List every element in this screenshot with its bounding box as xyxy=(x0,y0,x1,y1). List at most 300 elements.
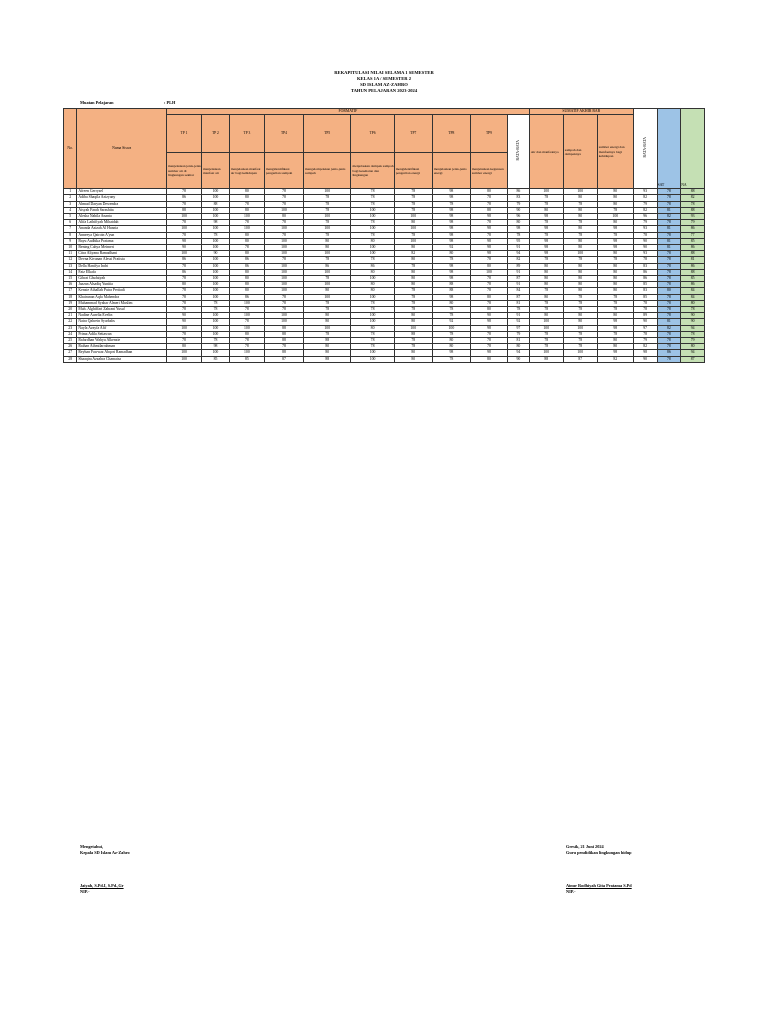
score-cell: 79 xyxy=(633,338,657,344)
score-cell: 81 xyxy=(681,257,705,263)
row-no: 1 xyxy=(64,189,77,195)
score-cell: 90 xyxy=(470,313,507,319)
row-no: 5 xyxy=(64,214,77,220)
score-cell: 90 xyxy=(508,207,530,213)
row-no: 15 xyxy=(64,276,77,282)
score-cell: 78 xyxy=(304,195,351,201)
score-cell: 100 xyxy=(351,313,394,319)
score-cell: 82 xyxy=(633,207,657,213)
score-cell: 79 xyxy=(633,201,657,207)
score-cell: 78 xyxy=(304,300,351,306)
score-cell: 80 xyxy=(432,344,470,350)
score-cell: 86 xyxy=(167,257,202,263)
score-cell: 78 xyxy=(563,338,597,344)
score-cell: 92 xyxy=(432,319,470,325)
score-cell: 78 xyxy=(657,232,681,238)
score-cell: 80 xyxy=(563,226,597,232)
score-cell: 78 xyxy=(681,331,705,337)
score-cell: 78 xyxy=(529,195,563,201)
score-cell: 100 xyxy=(202,263,230,269)
sab-header-3: sumber energi dan manfaatnya bagi kehidupan xyxy=(597,115,633,189)
score-cell: 100 xyxy=(264,269,303,275)
score-cell: 87 xyxy=(681,356,705,362)
score-cell: 100 xyxy=(304,325,351,331)
formatif-header: FORMATIF xyxy=(167,109,530,115)
score-cell: 78 xyxy=(681,201,705,207)
score-cell: 88 xyxy=(264,325,303,331)
score-cell: 78 xyxy=(229,338,264,344)
score-cell: 78 xyxy=(657,307,681,313)
score-cell: 80 xyxy=(351,288,394,294)
score-cell: 98 xyxy=(432,207,470,213)
score-cell: 78 xyxy=(229,319,264,325)
score-cell: 94 xyxy=(508,350,530,356)
student-name: Adiba Shaqila Azizyany xyxy=(77,195,167,201)
score-cell: 100 xyxy=(202,238,230,244)
score-cell: 78 xyxy=(167,220,202,226)
score-cell: 100 xyxy=(304,269,351,275)
score-cell: 78 xyxy=(657,201,681,207)
score-cell: 80 xyxy=(597,263,633,269)
score-cell: 80 xyxy=(394,269,432,275)
score-cell: 78 xyxy=(470,300,507,306)
score-cell: 100 xyxy=(264,207,303,213)
row-no: 4 xyxy=(64,207,77,213)
score-cell: 78 xyxy=(167,338,202,344)
report-title: REKAPITULASI NILAI SELAMA 1 SEMESTER xyxy=(334,70,434,75)
tp-header-2: TP 2 xyxy=(202,115,230,153)
score-cell: 100 xyxy=(264,282,303,288)
score-cell: 78 xyxy=(167,232,202,238)
teacher-nip: NIP.- xyxy=(566,889,576,894)
score-cell: 80 xyxy=(597,251,633,257)
score-cell: 78 xyxy=(633,307,657,313)
score-cell: 88 xyxy=(304,338,351,344)
score-cell: 80 xyxy=(229,282,264,288)
score-cell: 80 xyxy=(470,263,507,269)
score-cell: 87 xyxy=(264,356,303,362)
score-cell: 82 xyxy=(508,257,530,263)
score-cell: 90 xyxy=(681,319,705,325)
score-cell: 80 xyxy=(394,319,432,325)
score-cell: 78 xyxy=(529,307,563,313)
student-name: Gibrat Ghufaiyah xyxy=(77,276,167,282)
score-cell: 100 xyxy=(351,245,394,251)
score-cell: 78 xyxy=(432,307,470,313)
score-cell: 78 xyxy=(394,288,432,294)
score-cell: 80 xyxy=(563,195,597,201)
score-cell: 98 xyxy=(597,238,633,244)
score-cell: 95 xyxy=(508,238,530,244)
score-cell: 78 xyxy=(529,232,563,238)
score-cell: 78 xyxy=(394,189,432,195)
score-cell: 80 xyxy=(351,269,394,275)
score-cell: 100 xyxy=(351,214,394,220)
score-cell: 78 xyxy=(633,232,657,238)
score-cell: 78 xyxy=(304,232,351,238)
score-cell: 78 xyxy=(529,288,563,294)
row-no: 26 xyxy=(64,344,77,350)
score-cell: 79 xyxy=(681,338,705,344)
score-cell: 86 xyxy=(633,269,657,275)
student-name: Aisyah Farah Sarashita xyxy=(77,207,167,213)
score-cell: 80 xyxy=(470,307,507,313)
score-cell: 100 xyxy=(264,288,303,294)
score-cell: 80 xyxy=(394,245,432,251)
score-cell: 80 xyxy=(597,201,633,207)
score-cell: 98 xyxy=(597,319,633,325)
score-cell: 86 xyxy=(351,263,394,269)
score-cell: 80 xyxy=(470,294,507,300)
score-cell: 80 xyxy=(563,319,597,325)
footer-right-line1: Gresik, 21 Juni 2024 xyxy=(566,844,604,849)
score-cell: 100 xyxy=(304,226,351,232)
score-cell: 78 xyxy=(264,232,303,238)
score-cell: 98 xyxy=(529,251,563,257)
student-name: Khairunan Aqfa Mahendra xyxy=(77,294,167,300)
score-cell: 80 xyxy=(351,282,394,288)
score-cell: 82 xyxy=(394,251,432,257)
student-name: Ananda Azizah Al Husnia xyxy=(77,226,167,232)
score-cell: 98 xyxy=(432,294,470,300)
score-cell: 78 xyxy=(229,307,264,313)
score-cell: 89 xyxy=(508,263,530,269)
score-cell: 98 xyxy=(470,350,507,356)
student-name: Afreen Gerryzel xyxy=(77,189,167,195)
score-cell: 78 xyxy=(202,307,230,313)
score-cell: 94 xyxy=(681,325,705,331)
score-cell: 85 xyxy=(202,356,230,362)
score-cell: 78 xyxy=(529,331,563,337)
score-cell: 88 xyxy=(264,331,303,337)
score-cell: 100 xyxy=(351,251,394,257)
score-cell: 78 xyxy=(351,257,394,263)
score-cell: 81 xyxy=(657,226,681,232)
score-cell: 80 xyxy=(229,189,264,195)
score-cell: 100 xyxy=(304,251,351,257)
score-cell: 80 xyxy=(563,282,597,288)
score-cell: 92 xyxy=(508,319,530,325)
score-cell: 82 xyxy=(633,195,657,201)
score-cell: 100 xyxy=(264,313,303,319)
score-cell: 78 xyxy=(657,276,681,282)
score-cell: 78 xyxy=(264,294,303,300)
score-cell: 82 xyxy=(633,344,657,350)
score-cell: 98 xyxy=(470,226,507,232)
score-cell: 100 xyxy=(202,282,230,288)
score-cell: 93 xyxy=(633,189,657,195)
footer-right-line2: Guru pendidikan lingkungan hidup xyxy=(566,850,632,855)
score-cell: 78 xyxy=(432,331,470,337)
tp-desc-2: menjelaskan manfaat air xyxy=(202,153,230,189)
row-no: 9 xyxy=(64,238,77,244)
score-cell: 98 xyxy=(597,350,633,356)
score-cell: 88 xyxy=(681,269,705,275)
score-cell: 98 xyxy=(597,245,633,251)
score-cell: 78 xyxy=(264,195,303,201)
score-cell: 84 xyxy=(681,294,705,300)
score-cell: 100 xyxy=(351,226,394,232)
score-cell: 78 xyxy=(657,195,681,201)
score-cell: 100 xyxy=(351,207,394,213)
score-cell: 100 xyxy=(167,325,202,331)
score-cell: 78 xyxy=(167,263,202,269)
score-cell: 79 xyxy=(681,220,705,226)
score-cell: 100 xyxy=(351,350,394,356)
score-cell: 78 xyxy=(657,344,681,350)
na-header xyxy=(681,109,705,189)
score-cell: 87 xyxy=(508,276,530,282)
score-cell: 88 xyxy=(264,338,303,344)
student-name: Citra Aliyana Ramadhani xyxy=(77,251,167,257)
score-cell: 78 xyxy=(394,307,432,313)
score-cell: 78 xyxy=(529,201,563,207)
score-cell: 93 xyxy=(681,214,705,220)
score-cell: 86 xyxy=(681,245,705,251)
score-cell: 100 xyxy=(202,257,230,263)
tp-desc-3: menjelaskan manfaat air bagi kehidupan xyxy=(229,153,264,189)
score-cell: 92 xyxy=(432,245,470,251)
score-cell: 80 xyxy=(681,344,705,350)
score-cell: 80 xyxy=(681,300,705,306)
score-cell: 78 xyxy=(470,201,507,207)
score-cell: 80 xyxy=(229,238,264,244)
score-cell: 100 xyxy=(167,350,202,356)
score-cell: 98 xyxy=(167,238,202,244)
score-cell: 100 xyxy=(202,288,230,294)
score-cell: 78 xyxy=(304,331,351,337)
row-no: 27 xyxy=(64,350,77,356)
score-cell: 80 xyxy=(351,238,394,244)
score-cell: 78 xyxy=(304,276,351,282)
score-cell: 78 xyxy=(229,201,264,207)
score-cell: 98 xyxy=(470,214,507,220)
score-cell: 78 xyxy=(597,307,633,313)
score-cell: 98 xyxy=(597,325,633,331)
score-cell: 78 xyxy=(657,331,681,337)
score-cell: 80 xyxy=(470,189,507,195)
score-cell: 78 xyxy=(264,344,303,350)
student-name: Naira Qahrein Syarbabs xyxy=(77,319,167,325)
score-cell: 80 xyxy=(529,282,563,288)
score-cell: 80 xyxy=(657,288,681,294)
score-cell: 80 xyxy=(563,313,597,319)
score-cell: 83 xyxy=(508,195,530,201)
score-cell: 78 xyxy=(264,257,303,263)
score-cell: 100 xyxy=(264,245,303,251)
score-cell: 100 xyxy=(202,276,230,282)
score-cell: 77 xyxy=(681,232,705,238)
footer-right xyxy=(566,844,632,856)
score-cell: 100 xyxy=(229,300,264,306)
score-cell: 88 xyxy=(264,350,303,356)
score-cell: 98 xyxy=(529,226,563,232)
row-no: 6 xyxy=(64,220,77,226)
score-cell: 80 xyxy=(229,288,264,294)
score-cell: 78 xyxy=(351,307,394,313)
student-name: Jazzan Alsadiq Yunitia xyxy=(77,282,167,288)
footer-right-signature xyxy=(566,883,632,895)
score-cell: 98 xyxy=(470,325,507,331)
score-cell: 100 xyxy=(351,319,394,325)
headmaster-name: Jaiyah, S.Pd.I, S.Pd.,Gr xyxy=(80,883,124,888)
score-cell: 78 xyxy=(597,300,633,306)
score-cell: 100 xyxy=(304,189,351,195)
rata-rata-1-label: RATA-RATA xyxy=(515,140,520,161)
score-cell: 100 xyxy=(563,251,597,257)
score-cell: 78 xyxy=(508,232,530,238)
score-cell: 98 xyxy=(432,276,470,282)
score-cell: 81 xyxy=(657,238,681,244)
score-cell: 78 xyxy=(563,232,597,238)
score-cell: 80 xyxy=(304,245,351,251)
row-no: 21 xyxy=(64,313,77,319)
score-cell: 79 xyxy=(633,220,657,226)
subject-label: Muatan Pelajaran xyxy=(80,100,114,105)
score-cell: 100 xyxy=(167,356,202,362)
score-cell: 78 xyxy=(351,195,394,201)
score-cell: 78 xyxy=(470,257,507,263)
score-cell: 100 xyxy=(167,251,202,257)
score-cell: 88 xyxy=(681,207,705,213)
score-cell: 90 xyxy=(167,245,202,251)
score-cell: 89 xyxy=(633,313,657,319)
score-cell: 100 xyxy=(529,350,563,356)
score-cell: 80 xyxy=(563,238,597,244)
score-cell: 78 xyxy=(470,195,507,201)
score-cell: 78 xyxy=(597,257,633,263)
score-cell: 78 xyxy=(264,201,303,207)
score-cell: 98 xyxy=(432,220,470,226)
score-cell: 78 xyxy=(167,307,202,313)
score-cell: 98 xyxy=(432,232,470,238)
score-cell: 79 xyxy=(508,331,530,337)
tp-header-6: TP6 xyxy=(351,115,394,153)
score-cell: 79 xyxy=(508,201,530,207)
score-cell: 100 xyxy=(202,214,230,220)
score-cell: 86 xyxy=(229,263,264,269)
score-cell: 78 xyxy=(394,201,432,207)
score-cell: 88 xyxy=(432,288,470,294)
score-cell: 80 xyxy=(529,269,563,275)
score-cell: 78 xyxy=(470,282,507,288)
score-cell: 94 xyxy=(508,251,530,257)
score-cell: 80 xyxy=(304,350,351,356)
score-cell: 80 xyxy=(394,356,432,362)
score-cell: 78 xyxy=(563,257,597,263)
student-name: Della Hanifya Indri xyxy=(77,263,167,269)
score-cell: 100 xyxy=(167,214,202,220)
score-cell: 80 xyxy=(597,269,633,275)
score-cell: 80 xyxy=(597,344,633,350)
student-name: Alifa Lathifiyah Mihatdah xyxy=(77,220,167,226)
tp-header-9: TP9 xyxy=(470,115,507,153)
score-cell: 87 xyxy=(508,294,530,300)
score-cell: 100 xyxy=(229,214,264,220)
score-cell: 78 xyxy=(597,207,633,213)
score-cell: 78 xyxy=(167,189,202,195)
score-cell: 78 xyxy=(394,338,432,344)
score-cell: 81 xyxy=(508,300,530,306)
score-cell: 80 xyxy=(508,344,530,350)
score-cell: 78 xyxy=(563,344,597,350)
score-cell: 78 xyxy=(657,300,681,306)
tp-desc-8: menjelaskan jenis-jenis energi xyxy=(432,153,470,189)
student-name: Kenzie Athallah Putra Pertiadi xyxy=(77,288,167,294)
tp-desc-5: mengelompokkan jenis-jenis sampah xyxy=(304,153,351,189)
tp-desc-9: menjelaskan kegunaan sumber energi xyxy=(470,153,507,189)
score-cell: 78 xyxy=(657,257,681,263)
score-cell: 80 xyxy=(304,288,351,294)
score-cell: 78 xyxy=(657,313,681,319)
score-cell: 78 xyxy=(351,331,394,337)
score-cell: 80 xyxy=(432,300,470,306)
student-name: Raihan Athmilarrahman xyxy=(77,344,167,350)
score-cell: 78 xyxy=(351,344,394,350)
score-cell: 100 xyxy=(229,325,264,331)
score-cell: 78 xyxy=(351,300,394,306)
score-cell: 91 xyxy=(508,269,530,275)
score-cell: 100 xyxy=(264,226,303,232)
tp-header-8: TP8 xyxy=(432,115,470,153)
score-cell: 78 xyxy=(657,251,681,257)
score-cell: 78 xyxy=(202,338,230,344)
score-cell: 78 xyxy=(563,294,597,300)
score-cell: 78 xyxy=(304,207,351,213)
score-cell: 80 xyxy=(597,189,633,195)
score-cell: 78 xyxy=(394,207,432,213)
tp-header-3: TP 3 xyxy=(229,115,264,153)
grade-table xyxy=(63,108,705,363)
score-cell: 78 xyxy=(529,344,563,350)
score-cell: 100 xyxy=(202,207,230,213)
student-name: Faiz Elkafa xyxy=(77,269,167,275)
score-cell: 78 xyxy=(470,331,507,337)
row-no: 22 xyxy=(64,319,77,325)
row-no: 23 xyxy=(64,325,77,331)
score-cell: 80 xyxy=(394,276,432,282)
score-cell: 78 xyxy=(529,257,563,263)
score-cell: 78 xyxy=(229,344,264,350)
score-cell: 88 xyxy=(529,356,563,362)
score-cell: 78 xyxy=(657,338,681,344)
score-cell: 80 xyxy=(529,313,563,319)
score-cell: 100 xyxy=(229,313,264,319)
student-name: Ahmad Daryan Dewendra xyxy=(77,201,167,207)
score-cell: 78 xyxy=(394,300,432,306)
score-cell: 78 xyxy=(394,344,432,350)
score-cell: 82 xyxy=(597,356,633,362)
score-cell: 86 xyxy=(657,350,681,356)
score-cell: 78 xyxy=(351,201,394,207)
score-cell: 78 xyxy=(563,300,597,306)
score-cell: 80 xyxy=(229,251,264,257)
score-cell: 85 xyxy=(681,238,705,244)
score-cell: 80 xyxy=(563,207,597,213)
score-cell: 78 xyxy=(167,300,202,306)
student-name: Alesha Nabila Ananta xyxy=(77,214,167,220)
score-cell: 100 xyxy=(264,238,303,244)
score-cell: 78 xyxy=(657,282,681,288)
rata-rata-2-header xyxy=(633,109,657,189)
score-cell: 78 xyxy=(432,257,470,263)
rata-rata-1-header xyxy=(508,115,530,189)
footer-left-signature xyxy=(80,883,124,895)
score-cell: 100 xyxy=(202,226,230,232)
score-cell: 100 xyxy=(202,313,230,319)
row-no: 20 xyxy=(64,307,77,313)
score-cell: 81 xyxy=(508,338,530,344)
